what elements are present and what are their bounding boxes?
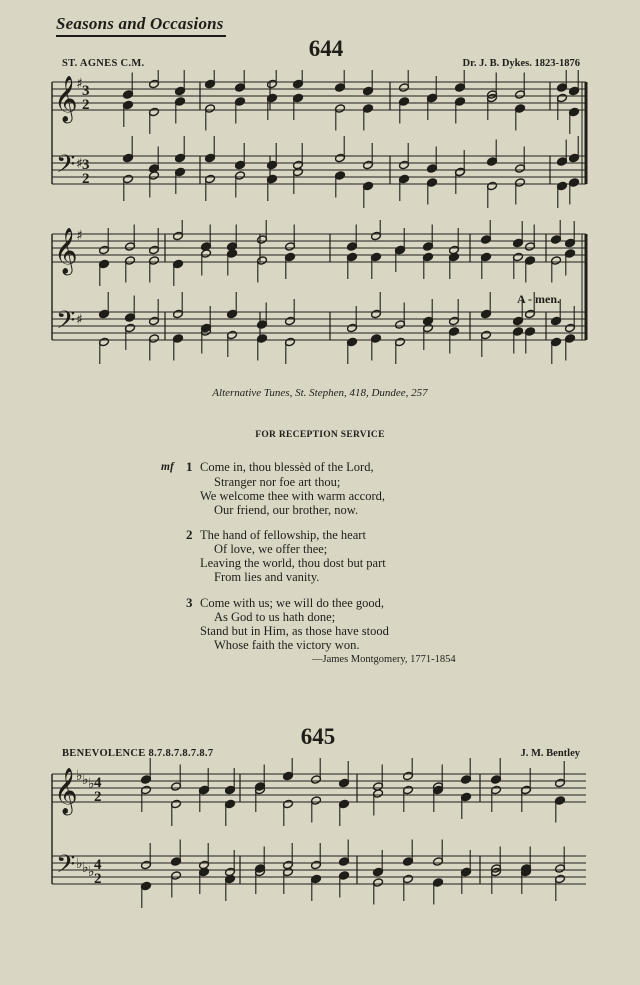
note	[225, 799, 236, 826]
key-signature: ♯	[76, 156, 83, 172]
verse-number: 2	[186, 527, 193, 542]
svg-text:4: 4	[94, 775, 102, 791]
note	[141, 758, 152, 784]
verse-line: Stand but in Him, as those have stood	[200, 624, 389, 638]
svg-text:4: 4	[94, 857, 102, 873]
note	[433, 785, 444, 812]
note	[347, 225, 358, 252]
note	[557, 70, 568, 92]
note	[347, 337, 358, 364]
time-signature	[82, 83, 90, 113]
note	[371, 220, 382, 241]
note	[403, 840, 414, 867]
note	[171, 799, 182, 826]
treble-clef-icon: 𝄞	[54, 228, 78, 274]
note	[311, 758, 322, 784]
treble-staff	[52, 234, 586, 262]
note	[227, 330, 238, 357]
note	[149, 70, 160, 89]
note	[371, 252, 382, 279]
dynamic-marking: mf	[161, 461, 174, 473]
hymn-645-score	[0, 758, 640, 918]
note	[461, 758, 472, 784]
note	[199, 785, 210, 812]
note	[141, 785, 152, 812]
note	[515, 104, 526, 131]
note	[555, 796, 566, 823]
note	[565, 334, 576, 361]
key-signature: ♯	[76, 228, 83, 244]
note	[557, 140, 568, 167]
note	[235, 70, 246, 92]
note	[285, 225, 296, 252]
note	[395, 337, 406, 364]
note	[481, 220, 492, 244]
verse-line: Our friend, our brother, now.	[214, 503, 359, 517]
note	[525, 256, 536, 283]
note	[283, 799, 294, 826]
svg-text:3: 3	[82, 83, 90, 99]
verse-line: The hand of fellowship, the heart	[200, 528, 366, 542]
note	[205, 136, 216, 163]
note	[433, 840, 444, 867]
note	[171, 765, 182, 792]
note	[557, 181, 568, 208]
note	[141, 881, 152, 908]
key-signature: ♯	[76, 76, 83, 92]
note	[99, 337, 110, 364]
note	[123, 174, 134, 201]
note	[551, 256, 562, 283]
verse-line: Whose faith the victory won.	[214, 638, 360, 652]
hymn-author: —James Montgomery, 1771-1854	[312, 654, 456, 665]
note	[267, 174, 278, 201]
note	[125, 296, 136, 323]
note	[403, 785, 414, 812]
note	[227, 225, 238, 252]
note	[515, 178, 526, 205]
key-signature: ♭	[88, 864, 95, 880]
note	[201, 225, 212, 252]
hymn-644-composer: Dr. J. B. Dykes. 1823-1876	[462, 58, 580, 69]
verse-line: Come with us; we will do thee good,	[200, 596, 385, 610]
note	[149, 256, 160, 283]
note	[171, 840, 182, 867]
hymn-645-number: 645	[300, 724, 336, 749]
note	[525, 225, 536, 252]
note	[173, 292, 184, 319]
verse-line: Stranger nor foe art thou;	[214, 475, 341, 489]
time-signature	[94, 857, 102, 887]
note	[555, 874, 566, 901]
section-title-rule	[56, 35, 226, 37]
note	[175, 167, 186, 194]
note	[461, 867, 472, 894]
note	[491, 758, 502, 784]
amen-label: A - men.	[517, 292, 560, 306]
note	[371, 334, 382, 361]
key-signature: ♭	[76, 768, 83, 784]
note	[427, 178, 438, 205]
note	[363, 181, 374, 208]
note	[521, 867, 532, 894]
note	[125, 323, 136, 350]
note	[173, 259, 184, 286]
note	[175, 70, 186, 96]
note	[569, 136, 580, 163]
note	[125, 225, 136, 252]
note	[311, 874, 322, 901]
note	[267, 93, 278, 120]
verse-line: We welcome thee with warm accord,	[200, 489, 386, 503]
note	[557, 93, 568, 120]
note	[257, 334, 268, 361]
note	[373, 765, 384, 792]
note	[205, 174, 216, 201]
alternative-tunes: Alternative Tunes, St. Stephen, 418, Dundee, 257	[212, 387, 428, 399]
key-signature: ♯	[76, 312, 83, 328]
bass-clef-icon: 𝄢	[56, 150, 76, 185]
svg-text:3: 3	[82, 157, 90, 173]
note	[227, 292, 238, 319]
hymn-645-composer: J. M. Bentley	[520, 748, 580, 759]
note	[175, 136, 186, 163]
occasion-heading: FOR RECEPTION SERVICE	[255, 430, 385, 440]
note	[99, 292, 110, 319]
note	[569, 178, 580, 205]
hymn-645-tune: BENEVOLENCE 8.7.8.7.8.7.8.7	[62, 748, 214, 759]
key-signature: ♭	[76, 856, 83, 872]
note	[433, 878, 444, 905]
note	[173, 220, 184, 241]
note	[205, 70, 216, 89]
verse-number: 3	[186, 595, 193, 610]
note	[257, 256, 268, 283]
note	[335, 136, 346, 163]
svg-text:2: 2	[94, 871, 102, 887]
note	[515, 147, 526, 174]
note	[339, 840, 350, 867]
note	[149, 107, 160, 134]
note	[123, 73, 134, 100]
note	[205, 104, 216, 131]
note	[283, 758, 294, 781]
bass-clef-icon: 𝄢	[56, 850, 76, 885]
note	[363, 70, 374, 96]
section-title: Seasons and Occasions	[56, 14, 224, 33]
note	[481, 292, 492, 319]
bass-clef-icon: 𝄢	[56, 306, 76, 341]
note	[487, 181, 498, 208]
verse-line: Of love, we offer thee;	[214, 542, 328, 556]
note	[491, 785, 502, 812]
note	[335, 70, 346, 92]
key-signature: ♭	[88, 776, 95, 792]
hymn-644-number: 644	[308, 36, 344, 61]
note	[403, 758, 414, 781]
key-signature: ♭	[82, 860, 89, 876]
note	[199, 867, 210, 894]
note	[257, 303, 268, 330]
note	[335, 104, 346, 131]
note	[555, 847, 566, 874]
note	[285, 252, 296, 279]
note	[267, 70, 278, 89]
note	[569, 107, 580, 134]
note	[173, 334, 184, 361]
treble-clef-icon: 𝄞	[54, 768, 78, 814]
time-signature	[82, 157, 90, 187]
note	[481, 252, 492, 279]
note	[487, 140, 498, 167]
note	[513, 252, 524, 279]
note	[293, 167, 304, 194]
note	[99, 259, 110, 286]
note	[481, 330, 492, 357]
verse-number: 1	[186, 459, 193, 474]
svg-text:2: 2	[94, 789, 102, 805]
verse-line: Come in, thou blessèd of the Lord,	[200, 460, 374, 474]
hymn-644-tune: ST. AGNES C.M.	[62, 58, 145, 69]
verse-line: From lies and vanity.	[214, 570, 320, 584]
note	[427, 147, 438, 174]
note	[363, 104, 374, 131]
note	[403, 874, 414, 901]
note	[225, 874, 236, 901]
note	[399, 174, 410, 201]
svg-text:2: 2	[82, 97, 90, 113]
note	[123, 100, 134, 127]
verse-line: Leaving the world, thou dost but part	[200, 556, 386, 570]
note	[293, 70, 304, 89]
note	[123, 136, 134, 163]
note	[395, 303, 406, 330]
note	[515, 73, 526, 100]
treble-clef-icon: 𝄞	[54, 76, 78, 122]
verse-line: As God to us hath done;	[214, 610, 336, 624]
note	[373, 878, 384, 905]
note	[339, 799, 350, 826]
note	[449, 252, 460, 279]
note	[149, 147, 160, 174]
time-signature	[94, 775, 102, 805]
note	[285, 337, 296, 364]
note	[423, 323, 434, 350]
note	[125, 256, 136, 283]
svg-text:2: 2	[82, 171, 90, 187]
note	[149, 334, 160, 361]
note	[371, 292, 382, 319]
note	[293, 93, 304, 120]
hymn-644-score-system-1	[0, 70, 640, 220]
note	[461, 792, 472, 819]
note	[569, 70, 580, 96]
note	[311, 796, 322, 823]
note	[347, 252, 358, 279]
note	[423, 225, 434, 252]
key-signature: ♭	[82, 772, 89, 788]
note	[423, 252, 434, 279]
note	[551, 220, 562, 244]
note	[455, 70, 466, 92]
note	[283, 867, 294, 894]
note	[551, 337, 562, 364]
